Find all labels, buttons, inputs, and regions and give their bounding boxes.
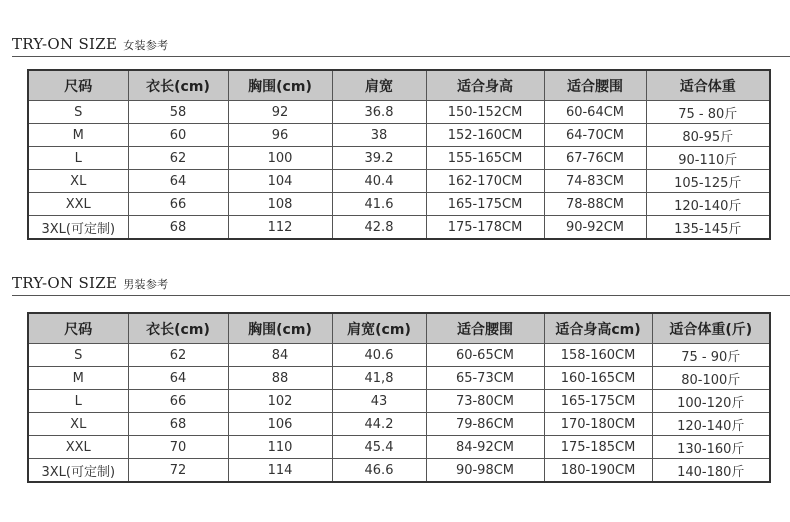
- women-header-row: [28, 70, 770, 101]
- table-cell: 152-160CM: [426, 124, 544, 147]
- women-header-cell: 适合体重: [646, 70, 770, 101]
- table-cell: 162-170CM: [426, 170, 544, 193]
- table-cell: 3XL(可定制): [28, 459, 128, 483]
- table-cell: 112: [228, 216, 332, 240]
- table-cell: 74-83CM: [544, 170, 646, 193]
- table-cell: 72: [128, 459, 228, 483]
- table-cell: 84-92CM: [426, 436, 544, 459]
- table-cell: 73-80CM: [426, 390, 544, 413]
- table-cell: M: [28, 124, 128, 147]
- table-cell: S: [28, 344, 128, 367]
- women-subtitle: 女装参考: [123, 39, 169, 52]
- table-cell: 68: [128, 216, 228, 240]
- table-cell: 66: [128, 390, 228, 413]
- table-cell: XL: [28, 413, 128, 436]
- table-cell: 38: [332, 124, 426, 147]
- women-header-cell: 尺码: [28, 70, 128, 101]
- table-row: [28, 436, 770, 459]
- men-header-cell: 适合腰围: [426, 313, 544, 344]
- women-divider: [12, 56, 790, 57]
- table-cell: 175-178CM: [426, 216, 544, 240]
- men-header-cell: 衣长(cm): [128, 313, 228, 344]
- table-cell: 165-175CM: [544, 390, 652, 413]
- table-cell: 79-86CM: [426, 413, 544, 436]
- table-cell: 43: [332, 390, 426, 413]
- men-size-table: [27, 312, 771, 483]
- table-cell: 62: [128, 344, 228, 367]
- table-row: [28, 216, 770, 240]
- table-cell: 75 - 90斤: [652, 344, 770, 367]
- table-cell: 64: [128, 170, 228, 193]
- women-section-title: [12, 35, 168, 53]
- men-header-row: [28, 313, 770, 344]
- table-cell: 110: [228, 436, 332, 459]
- table-cell: 102: [228, 390, 332, 413]
- table-cell: 120-140斤: [646, 193, 770, 216]
- men-header-cell: 适合体重(斤): [652, 313, 770, 344]
- table-cell: 36.8: [332, 101, 426, 124]
- table-cell: 155-165CM: [426, 147, 544, 170]
- table-cell: 90-98CM: [426, 459, 544, 483]
- table-cell: 84: [228, 344, 332, 367]
- table-row: [28, 367, 770, 390]
- table-row: [28, 101, 770, 124]
- table-cell: 42.8: [332, 216, 426, 240]
- women-header-cell: 胸围(cm): [228, 70, 332, 101]
- women-header-cell: 适合身高: [426, 70, 544, 101]
- table-row: [28, 459, 770, 483]
- men-table-body: [28, 344, 770, 483]
- table-cell: 80-95斤: [646, 124, 770, 147]
- table-cell: 90-92CM: [544, 216, 646, 240]
- table-cell: 88: [228, 367, 332, 390]
- table-cell: 104: [228, 170, 332, 193]
- women-title-text: TRY-ON SIZE: [12, 35, 118, 53]
- table-cell: 60-64CM: [544, 101, 646, 124]
- table-cell: 41.6: [332, 193, 426, 216]
- table-cell: 64-70CM: [544, 124, 646, 147]
- table-row: [28, 390, 770, 413]
- table-cell: 135-145斤: [646, 216, 770, 240]
- table-cell: 100-120斤: [652, 390, 770, 413]
- table-cell: 180-190CM: [544, 459, 652, 483]
- table-cell: 46.6: [332, 459, 426, 483]
- table-row: [28, 193, 770, 216]
- table-cell: 68: [128, 413, 228, 436]
- table-cell: 100: [228, 147, 332, 170]
- men-header-cell: 适合身高cm): [544, 313, 652, 344]
- women-header-cell: 肩宽: [332, 70, 426, 101]
- men-header-cell: 尺码: [28, 313, 128, 344]
- table-cell: 3XL(可定制): [28, 216, 128, 240]
- men-header-cell: 肩宽(cm): [332, 313, 426, 344]
- table-cell: 41,8: [332, 367, 426, 390]
- table-cell: 90-110斤: [646, 147, 770, 170]
- table-cell: 120-140斤: [652, 413, 770, 436]
- table-cell: S: [28, 101, 128, 124]
- table-cell: 130-160斤: [652, 436, 770, 459]
- table-cell: 160-165CM: [544, 367, 652, 390]
- table-cell: 40.4: [332, 170, 426, 193]
- table-cell: 62: [128, 147, 228, 170]
- men-subtitle: 男装参考: [123, 278, 169, 291]
- table-row: [28, 344, 770, 367]
- table-cell: 106: [228, 413, 332, 436]
- table-cell: 170-180CM: [544, 413, 652, 436]
- table-cell: 78-88CM: [544, 193, 646, 216]
- table-cell: 44.2: [332, 413, 426, 436]
- table-cell: 165-175CM: [426, 193, 544, 216]
- men-divider: [12, 295, 790, 296]
- men-title-text: TRY-ON SIZE: [12, 274, 118, 292]
- women-header-cell: 适合腰围: [544, 70, 646, 101]
- table-cell: 80-100斤: [652, 367, 770, 390]
- table-cell: 66: [128, 193, 228, 216]
- table-cell: 175-185CM: [544, 436, 652, 459]
- table-cell: 45.4: [332, 436, 426, 459]
- table-row: [28, 413, 770, 436]
- table-cell: M: [28, 367, 128, 390]
- table-row: [28, 170, 770, 193]
- table-cell: 140-180斤: [652, 459, 770, 483]
- table-cell: 60: [128, 124, 228, 147]
- table-cell: 40.6: [332, 344, 426, 367]
- table-cell: 96: [228, 124, 332, 147]
- table-cell: 64: [128, 367, 228, 390]
- table-cell: XXL: [28, 193, 128, 216]
- table-row: [28, 124, 770, 147]
- women-header-cell: 衣长(cm): [128, 70, 228, 101]
- table-cell: 67-76CM: [544, 147, 646, 170]
- table-cell: 114: [228, 459, 332, 483]
- table-cell: 70: [128, 436, 228, 459]
- table-cell: 158-160CM: [544, 344, 652, 367]
- table-cell: 65-73CM: [426, 367, 544, 390]
- table-cell: 92: [228, 101, 332, 124]
- table-cell: 150-152CM: [426, 101, 544, 124]
- table-cell: 108: [228, 193, 332, 216]
- table-cell: L: [28, 147, 128, 170]
- table-cell: 58: [128, 101, 228, 124]
- men-header-cell: 胸围(cm): [228, 313, 332, 344]
- women-table-body: [28, 101, 770, 240]
- table-cell: L: [28, 390, 128, 413]
- men-section-title: [12, 274, 168, 292]
- women-size-table: [27, 69, 771, 240]
- table-cell: 75 - 80斤: [646, 101, 770, 124]
- table-row: [28, 147, 770, 170]
- table-cell: 60-65CM: [426, 344, 544, 367]
- table-cell: XXL: [28, 436, 128, 459]
- table-cell: XL: [28, 170, 128, 193]
- table-cell: 105-125斤: [646, 170, 770, 193]
- table-cell: 39.2: [332, 147, 426, 170]
